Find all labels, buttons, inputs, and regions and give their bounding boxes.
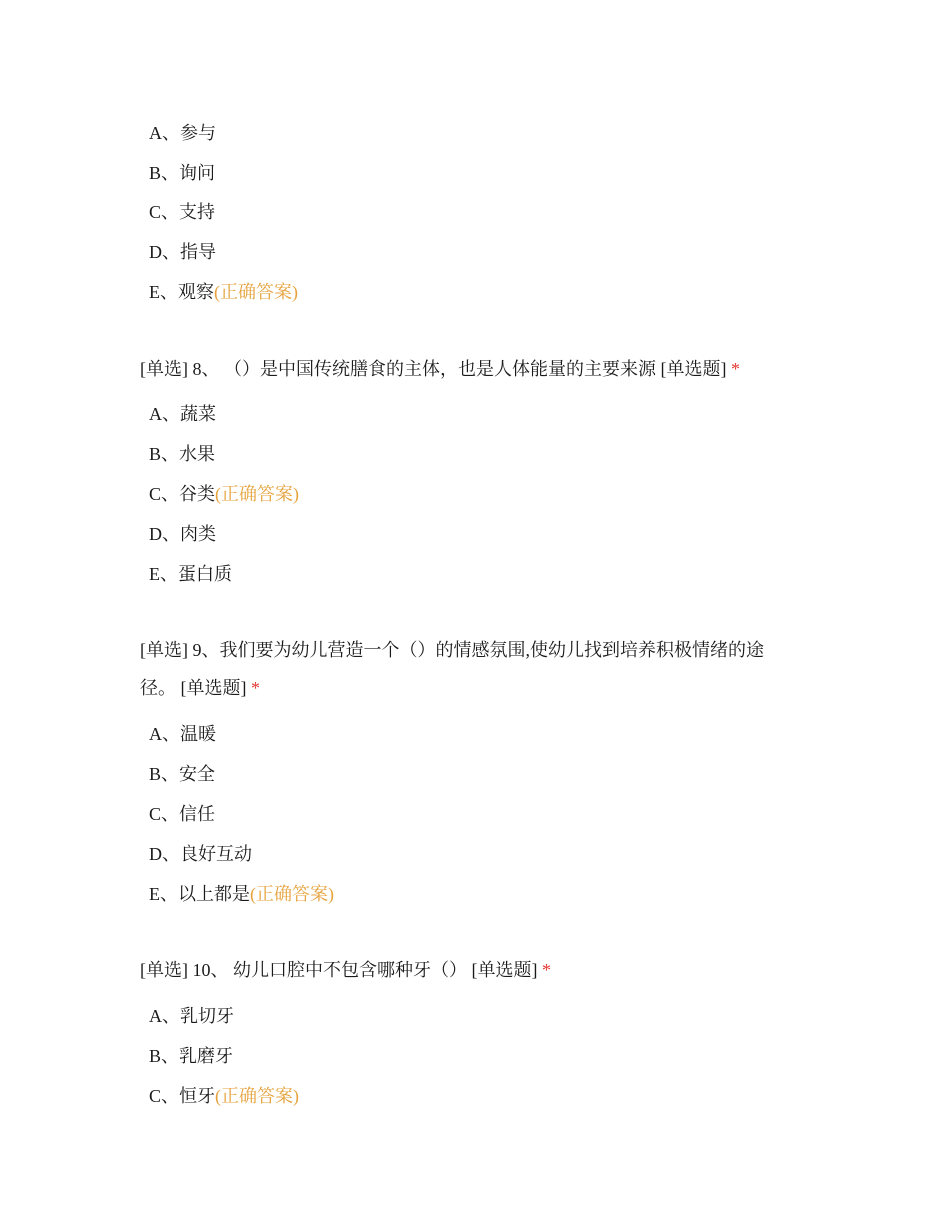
correct-answer-marker: (正确答案) xyxy=(215,1086,300,1106)
required-star: * xyxy=(541,960,551,980)
option-q8-b: B、水果 xyxy=(149,444,216,464)
option-q8-d: D、肉类 xyxy=(149,524,216,544)
option-q9-c: C、信任 xyxy=(149,804,216,824)
option-q8-a: A、蔬菜 xyxy=(149,404,216,424)
required-star: * xyxy=(730,359,740,379)
option-q7-d: D、指导 xyxy=(149,242,216,262)
correct-answer-marker: (正确答案) xyxy=(215,484,300,504)
option-q9-d: D、良好互动 xyxy=(149,844,252,864)
option-q9-a: A、温暖 xyxy=(149,724,216,744)
option-q7-e: E、观察(正确答案) xyxy=(149,282,298,302)
question-9-title: [单选] 9、我们要为幼儿营造一个（）的情感氛围,使幼儿找到培养积极情绪的途径。 [单选题] * xyxy=(140,640,764,698)
option-q7-c: C、支持 xyxy=(149,202,216,222)
option-q9-e: E、以上都是(正确答案) xyxy=(149,884,334,904)
correct-answer-marker: (正确答案) xyxy=(250,884,334,904)
option-q8-c: C、谷类(正确答案) xyxy=(149,484,300,504)
option-q8-e: E、蛋白质 xyxy=(149,564,232,584)
option-q9-b: B、安全 xyxy=(149,764,216,784)
option-q10-c: C、恒牙(正确答案) xyxy=(149,1086,300,1106)
required-star: * xyxy=(251,678,260,698)
question-8-title: [单选] 8、 （）是中国传统膳食的主体，也是人体能量的主要来源 [单选题] * xyxy=(140,359,740,379)
option-q7-b: B、询问 xyxy=(149,163,216,183)
option-q10-a: A、乳切牙 xyxy=(149,1006,234,1026)
option-q10-b: B、乳磨牙 xyxy=(149,1046,234,1066)
question-10-title: [单选] 10、 幼儿口腔中不包含哪种牙（） [单选题] * xyxy=(140,960,551,980)
option-q7-a: A、参与 xyxy=(149,123,216,143)
correct-answer-marker: (正确答案) xyxy=(214,282,298,302)
